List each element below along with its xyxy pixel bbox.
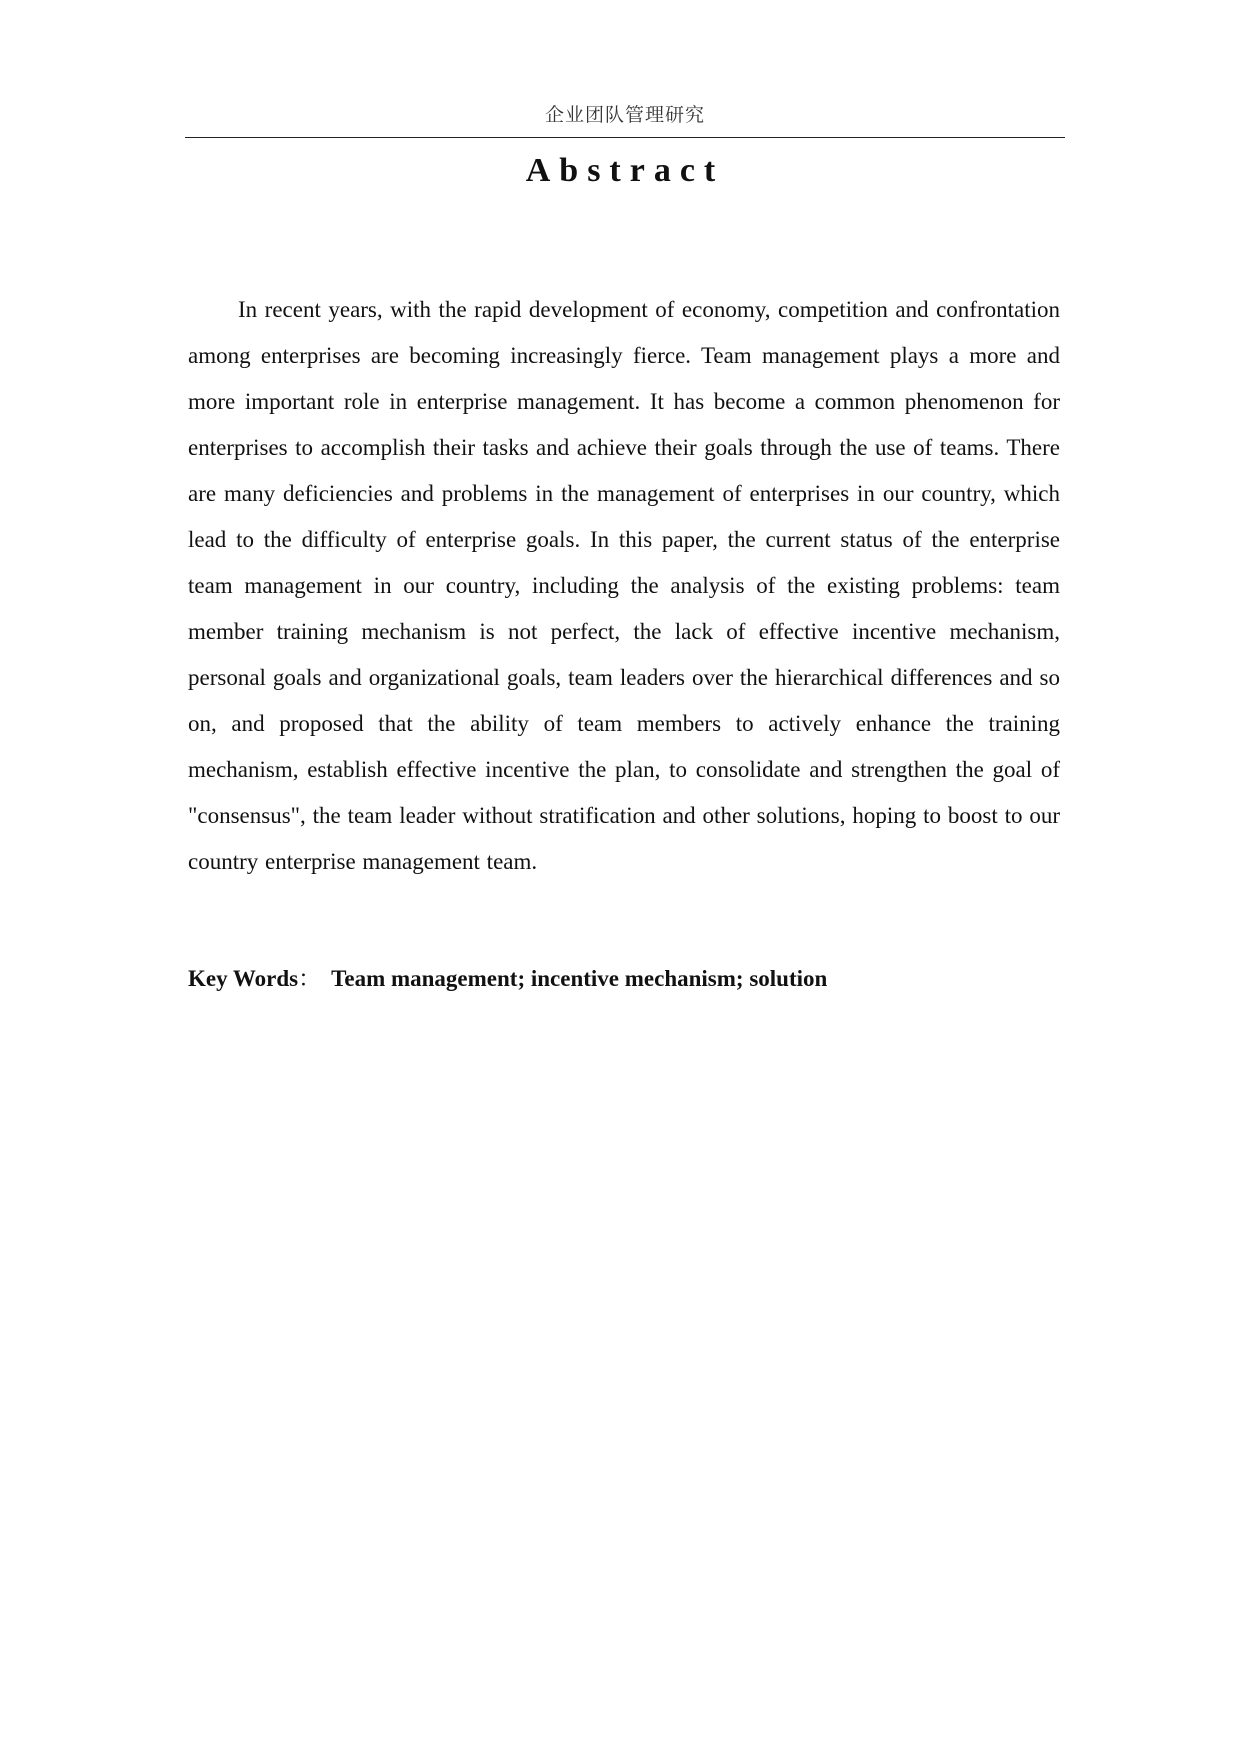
keywords-line <box>188 963 1060 995</box>
keywords-separator: ： <box>298 966 322 992</box>
keywords-terms: Team management; incentive mechanism; solution <box>331 966 828 991</box>
abstract-body: In recent years, with the rapid development of economy, competition and confrontation among enterprises are becoming increasingly fierce. Team management plays a more and more important role in enterprise management. It has become a common phenomenon for enterprises to accomplish their tasks and achieve their goals through the use of teams. There are many deficiencies and problems in the management of enterprises in our country, which lead to the difficulty of enterprise goals. In this paper, the current status of the enterprise team management in our country, including the analysis of the existing problems: team member training mechanism is not perfect, the lack of effective incentive mechanism, personal goals and organizational goals, team leaders over the hierarchical differences and so on, and proposed that the ability of team members to actively enhance the training mechanism, establish effective incentive the plan, to consolidate and strengthen the goal of "consensus", the team leader without stratification and other solutions, hoping to boost to our country enterprise management team. <box>188 297 1060 874</box>
header-rule <box>185 137 1065 138</box>
running-header: 企业团队管理研究 <box>544 104 705 126</box>
keywords-label: Key Words <box>188 966 299 991</box>
abstract-title: Abstract <box>525 152 725 189</box>
